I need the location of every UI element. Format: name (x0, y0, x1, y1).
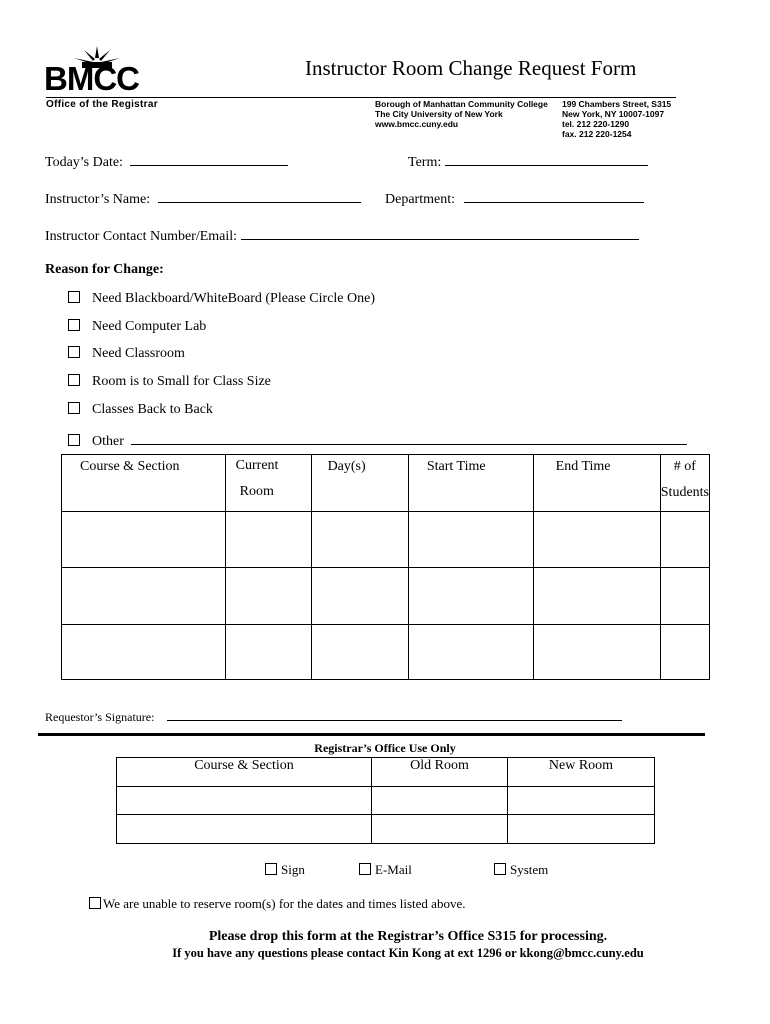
request-table (61, 454, 710, 680)
check-sign[interactable] (265, 862, 305, 878)
checkbox-icon[interactable] (68, 374, 80, 386)
header-start-time: Start Time (408, 455, 533, 512)
check-unable[interactable] (89, 896, 465, 912)
signature-label: Requestor’s Signature: (45, 710, 155, 724)
cell[interactable] (408, 568, 533, 625)
header-students: Students (660, 485, 709, 500)
bmcc-logo: BMCC (44, 60, 139, 97)
header-end-time: End Time (533, 455, 660, 512)
table-row[interactable] (62, 625, 710, 680)
term-field[interactable] (408, 151, 648, 171)
checkbox-icon[interactable] (89, 897, 101, 909)
cell[interactable] (311, 512, 408, 568)
signature-line[interactable] (167, 709, 622, 721)
office-header-old-room: Old Room (372, 758, 508, 787)
reason-option[interactable] (68, 402, 213, 418)
reason-option[interactable] (68, 374, 271, 390)
cell[interactable] (660, 568, 709, 625)
table-row[interactable] (62, 568, 710, 625)
date-line[interactable] (130, 151, 288, 166)
cell[interactable] (408, 625, 533, 680)
contact-field[interactable] (45, 225, 639, 245)
date-label: Today’s Date: (45, 155, 123, 170)
checkbox-icon[interactable] (265, 863, 277, 875)
college-info (375, 99, 548, 129)
check-email[interactable] (359, 862, 412, 878)
check-system[interactable] (494, 862, 548, 878)
option-label: Room is to Small for Class Size (92, 374, 271, 389)
cell[interactable] (62, 625, 226, 680)
reason-option[interactable] (68, 319, 206, 335)
cell[interactable] (117, 815, 372, 844)
checkbox-icon[interactable] (68, 319, 80, 331)
cell[interactable] (225, 568, 311, 625)
cell[interactable] (62, 568, 226, 625)
check-label: E-Mail (375, 862, 412, 877)
cell[interactable] (533, 512, 660, 568)
table-row[interactable] (62, 512, 710, 568)
office-row[interactable] (117, 815, 655, 844)
cell[interactable] (62, 512, 226, 568)
option-label: Other (92, 434, 124, 449)
contact-line[interactable] (241, 225, 639, 240)
term-label: Term: (408, 155, 442, 170)
name-label: Instructor’s Name: (45, 192, 151, 207)
checkbox-icon[interactable] (359, 863, 371, 875)
check-label: Sign (281, 862, 305, 877)
department-line[interactable] (464, 188, 644, 203)
cell[interactable] (117, 787, 372, 815)
header-days: Day(s) (311, 455, 408, 512)
name-field[interactable] (45, 188, 361, 208)
office-row[interactable] (117, 787, 655, 815)
cell[interactable] (408, 512, 533, 568)
college-line: www.bmcc.cuny.edu (375, 119, 459, 129)
office-use-heading: Registrar’s Office Use Only (314, 741, 456, 755)
office-header-course: Course & Section (117, 758, 372, 787)
section-divider (38, 733, 705, 736)
option-label: Classes Back to Back (92, 402, 213, 417)
reason-heading: Reason for Change: (45, 262, 164, 277)
office-of-registrar: Office of the Registrar (46, 99, 158, 110)
cell[interactable] (508, 815, 655, 844)
checkbox-icon[interactable] (68, 346, 80, 358)
checkbox-icon[interactable] (494, 863, 506, 875)
header-rule (46, 97, 676, 98)
reason-option-other[interactable] (68, 430, 687, 450)
reason-option[interactable] (68, 291, 375, 307)
reason-option[interactable] (68, 346, 185, 362)
cell[interactable] (508, 787, 655, 815)
cell[interactable] (311, 568, 408, 625)
option-label: Need Computer Lab (92, 319, 207, 334)
cell[interactable] (533, 625, 660, 680)
option-label: Need Blackboard/WhiteBoard (Please Circle One) (92, 291, 376, 306)
header-num: # of (673, 459, 696, 474)
header-course-section: Course & Section (62, 455, 226, 512)
other-line[interactable] (131, 430, 687, 445)
checkbox-icon[interactable] (68, 291, 80, 303)
table-header-row (62, 455, 710, 512)
office-header-new-room: New Room (508, 758, 655, 787)
contact-label: Instructor Contact Number/Email: (45, 229, 238, 244)
cell[interactable] (225, 512, 311, 568)
cell[interactable] (372, 787, 508, 815)
header-num-students (660, 455, 709, 512)
college-line: Borough of Manhattan Community College (375, 99, 548, 109)
term-line[interactable] (445, 151, 648, 166)
cell[interactable] (660, 625, 709, 680)
footer-line-1: Please drop this form at the Registrar’s Office S315 for processing. (208, 929, 608, 944)
address-line: tel. 212 220-1290 (562, 119, 630, 129)
header-room: Room (239, 484, 274, 499)
header-current-room (225, 455, 311, 512)
office-header-row (117, 758, 655, 787)
checkbox-icon[interactable] (68, 402, 80, 414)
cell[interactable] (225, 625, 311, 680)
office-use-table (116, 757, 655, 844)
cell[interactable] (311, 625, 408, 680)
unable-label: We are unable to reserve room(s) for the dates and times listed above. (103, 896, 466, 911)
date-field[interactable] (45, 151, 288, 171)
cell[interactable] (533, 568, 660, 625)
footer-line-2: If you have any questions please contact Kin Kong at ext 1296 or kkong@bmcc.cuny.edu (172, 946, 644, 960)
signature-field[interactable] (45, 709, 622, 725)
form-title: Instructor Room Change Request Form (305, 56, 637, 80)
address-line: New York, NY 10007-1097 (562, 109, 665, 119)
header-current: Current (235, 458, 279, 473)
department-label: Department: (385, 192, 455, 207)
address-line: fax. 212 220-1254 (562, 129, 632, 139)
college-line: The City University of New York (375, 109, 503, 119)
department-field[interactable] (385, 188, 644, 208)
name-line[interactable] (158, 188, 361, 203)
option-label: Need Classroom (92, 346, 185, 361)
checkbox-icon[interactable] (68, 434, 80, 446)
cell[interactable] (372, 815, 508, 844)
address-info (562, 99, 671, 139)
cell[interactable] (660, 512, 709, 568)
check-label: System (510, 862, 549, 877)
address-line: 199 Chambers Street, S315 (562, 99, 672, 109)
